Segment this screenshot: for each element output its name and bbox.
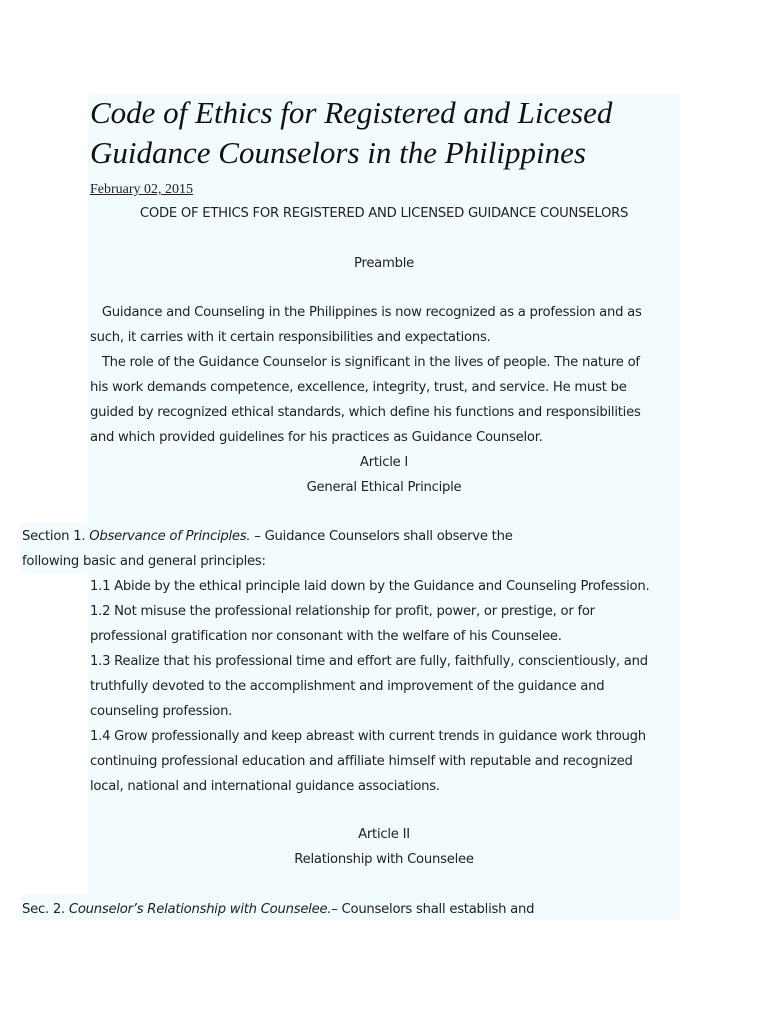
article-2-title: Relationship with Counselee bbox=[294, 852, 474, 867]
principle-line: truthfully devoted to the accomplishment and improvement of the guidance and bbox=[90, 679, 605, 694]
section-2-text: – Counselors shall establish and bbox=[331, 902, 535, 917]
article-1-title: General Ethical Principle bbox=[306, 480, 462, 495]
section-2-prefix: Sec. 2. bbox=[22, 902, 69, 917]
document-title: Code of Ethics for Registered and Licesed Guidance Counselors in the Philippines bbox=[90, 95, 613, 170]
article-1-number: Article I bbox=[359, 455, 409, 470]
principle-line: 1.3 Realize that his professional time and effort are fully, faithfully, conscientiously, and bbox=[90, 654, 648, 669]
publish-date[interactable]: February 02, 2015 bbox=[90, 182, 194, 197]
preamble-line: guided by recognized ethical standards, which define his functions and responsibilities bbox=[90, 405, 641, 420]
section-2-title: Counselor’s Relationship with Counselee. bbox=[68, 902, 332, 917]
preamble-line: Guidance and Counseling in the Philippines is now recognized as a profession and as bbox=[90, 305, 642, 320]
preamble-line: and which provided guidelines for his practices as Guidance Counselor. bbox=[90, 430, 543, 445]
principle-line: professional gratification nor consonant with the welfare of his Counselee. bbox=[90, 629, 562, 644]
section-2-heading bbox=[22, 897, 534, 922]
principle-line: 1.1 Abide by the ethical principle laid down by the Guidance and Counseling Profession. bbox=[90, 579, 650, 594]
section-1-title: Observance of Principles. bbox=[89, 529, 251, 544]
preamble-heading: Preamble bbox=[353, 256, 415, 271]
principle-line: counseling profession. bbox=[90, 704, 233, 719]
section-1-heading bbox=[22, 524, 513, 549]
preamble-line: such, it carries with it certain responsibilities and expectations. bbox=[90, 330, 491, 345]
section-1-text: – Guidance Counselors shall observe the bbox=[250, 529, 513, 544]
principle-line: 1.2 Not misuse the professional relationship for profit, power, or prestige, or for bbox=[90, 604, 595, 619]
document-heading: CODE OF ETHICS FOR REGISTERED AND LICENSED GUIDANCE COUNSELORS bbox=[139, 206, 629, 221]
preamble-line: his work demands competence, excellence, integrity, trust, and service. He must be bbox=[90, 380, 627, 395]
principle-line: local, national and international guidance associations. bbox=[90, 779, 440, 794]
principle-line: 1.4 Grow professionally and keep abreast with current trends in guidance work through bbox=[90, 729, 646, 744]
principle-line: continuing professional education and affiliate himself with reputable and recognized bbox=[90, 754, 633, 769]
article-2-number: Article II bbox=[358, 827, 410, 842]
preamble-line: The role of the Guidance Counselor is significant in the lives of people. The nature of bbox=[90, 355, 640, 370]
section-1-prefix: Section 1. bbox=[22, 529, 90, 544]
section-1-line-2: following basic and general principles: bbox=[22, 554, 266, 569]
